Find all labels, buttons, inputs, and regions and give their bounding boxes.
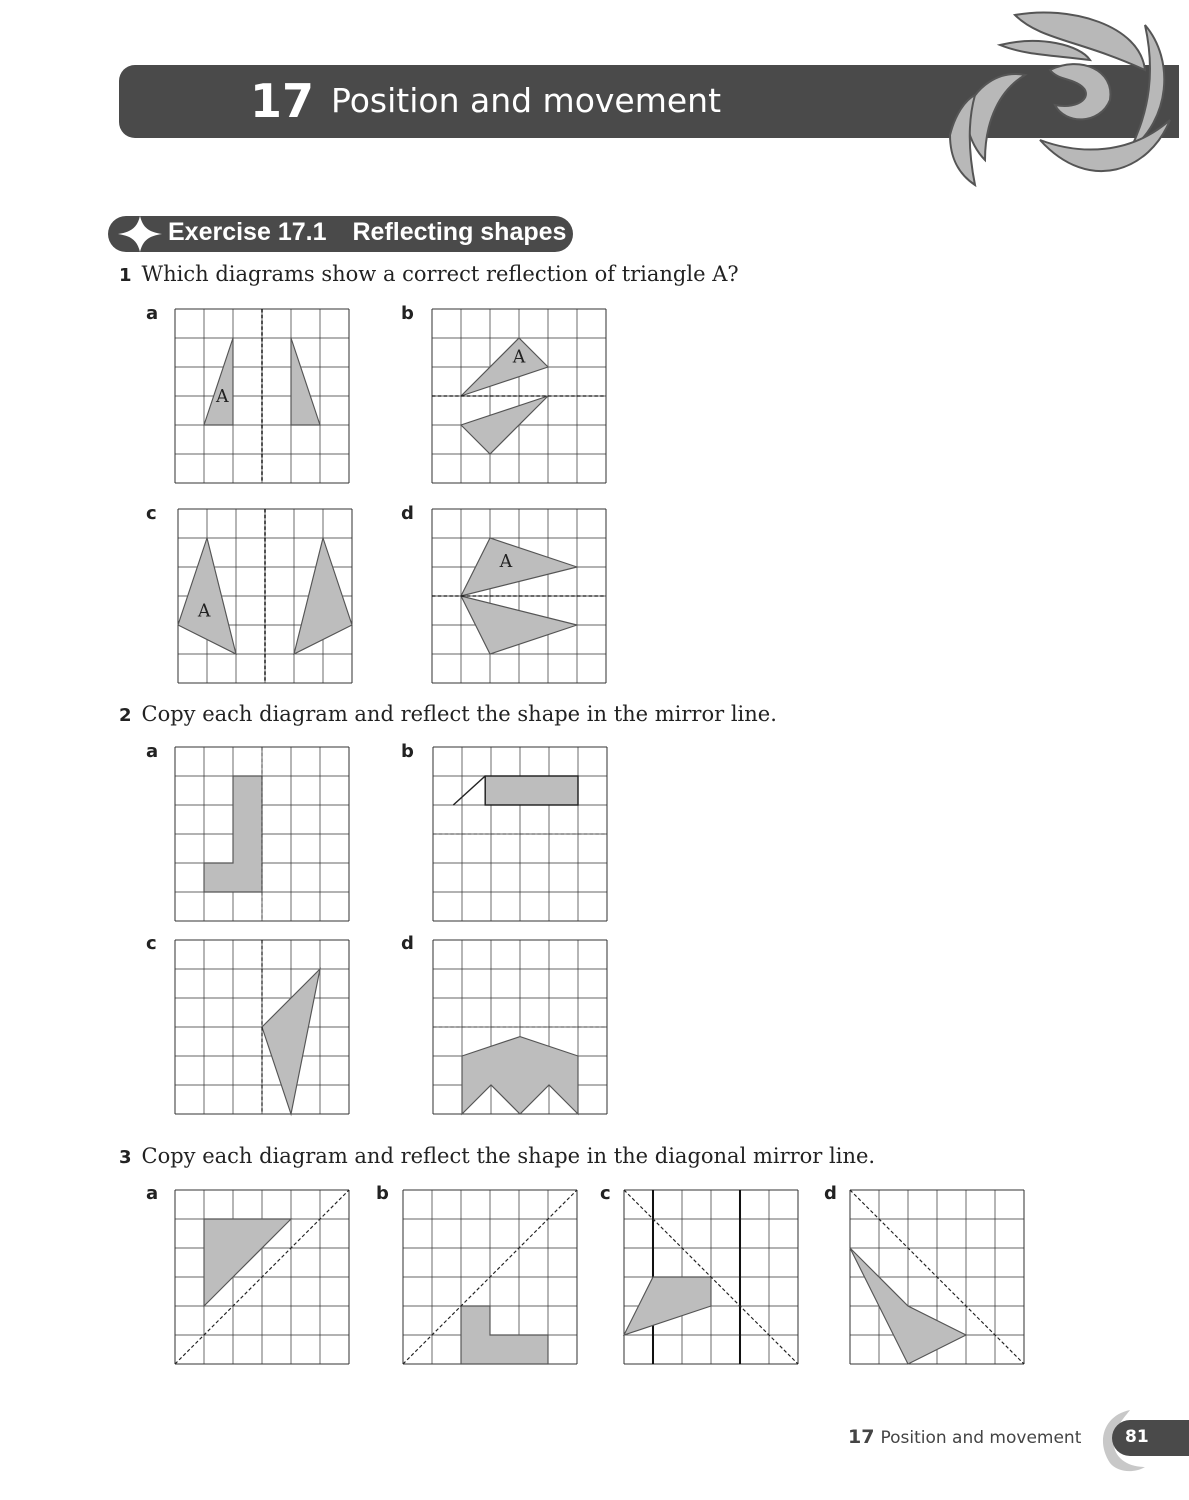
question-text: Which diagrams show a correct reflection of triangle A? [141, 262, 739, 286]
part-label: b [376, 1183, 389, 1204]
part-label: d [401, 503, 414, 524]
shape-label [215, 387, 229, 407]
footer-chapter-number: 17 [848, 1426, 875, 1448]
diagram-q1d [432, 509, 606, 683]
swirl-icon [930, 0, 1189, 200]
footer-chapter [848, 1426, 1081, 1448]
part-label: a [146, 303, 159, 324]
shape-label [499, 552, 513, 572]
part-label: b [401, 741, 414, 762]
star-icon [116, 216, 164, 252]
diagram-q2c [175, 940, 349, 1114]
question-text: Copy each diagram and reflect the shape in the diagonal mirror line. [141, 1144, 876, 1168]
l-shape [461, 1306, 548, 1364]
question-number: 2 [119, 705, 132, 726]
diagram-q3a [175, 1190, 349, 1364]
triangle-shape [204, 1219, 291, 1306]
part-label: b [401, 303, 414, 324]
part-label: d [824, 1183, 837, 1204]
rectangle-shape [485, 776, 578, 805]
part-label: a [146, 741, 159, 762]
question-1 [119, 262, 739, 286]
diagram-q3d [850, 1190, 1024, 1364]
diagram-q3c [624, 1190, 798, 1364]
shape-label [512, 348, 526, 368]
shape-label [197, 601, 211, 621]
diagram-q1b [432, 309, 606, 483]
part-label: c [146, 503, 157, 524]
diagram-q1a [175, 309, 349, 483]
part-label: a [146, 1183, 159, 1204]
part-label: c [146, 933, 157, 954]
question-2 [119, 702, 777, 726]
triangle-a [204, 338, 233, 425]
footer-chapter-title: Position and movement [880, 1428, 1082, 1448]
crown-shape [462, 1037, 578, 1114]
diagram-q3b [403, 1190, 577, 1364]
part-label: c [600, 1183, 611, 1204]
question-text: Copy each diagram and reflect the shape in the mirror line. [141, 702, 777, 726]
exercise-number: Exercise 17.1 [168, 218, 327, 246]
diagonal-segment [453, 776, 485, 805]
question-number: 3 [119, 1147, 132, 1168]
diagram-q2d [433, 940, 607, 1114]
part-label: d [401, 933, 414, 954]
diagram-q2a [175, 747, 349, 921]
diagram-q2b [433, 747, 607, 921]
chapter-number: 17 [250, 74, 315, 128]
question-number: 1 [119, 265, 132, 286]
chapter-title: Position and movement [331, 81, 722, 120]
page-number-badge [1112, 1420, 1189, 1456]
page-number: 81 [1125, 1427, 1149, 1447]
diagram-q1c [178, 509, 352, 683]
exercise-title: Reflecting shapes [352, 218, 567, 246]
question-3 [119, 1144, 875, 1168]
reflected-triangle [291, 338, 320, 425]
